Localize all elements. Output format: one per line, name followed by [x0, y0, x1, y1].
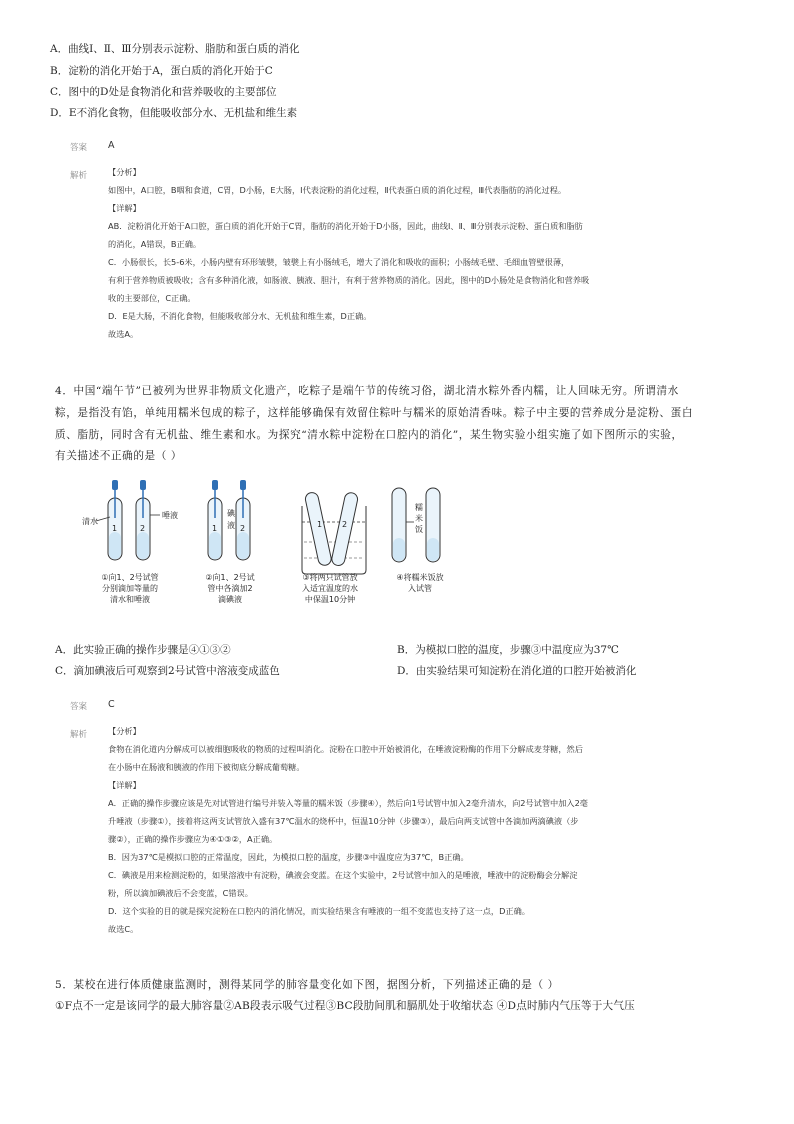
q5-stem-line: ①F点不一定是该同学的最大肺容量②AB段表示吸气过程③BC段肋间肌和膈肌处于收缩状态 ④D点时肺内气压等于大气压 — [55, 1000, 635, 1012]
q4-option-c: C．滴加碘液后可观察到2号试管中溶液变成蓝色 — [55, 665, 280, 677]
q4-exp-line: 【详解】 — [108, 780, 141, 790]
label-saliva: 唾液 — [162, 511, 178, 520]
q3-exp-line: 收的主要部位，C正确。 — [108, 293, 196, 303]
tube-number: 2 — [342, 520, 348, 529]
q4-exp-line: 食物在消化道内分解成可以被细胞吸收的物质的过程叫消化。淀粉在口腔中开始被消化，在唾液淀粉酶的作用下分解成麦芽糖，然后 — [108, 744, 583, 754]
q3-exp-line: AB．淀粉消化开始于A口腔，蛋白质的消化开始于C胃，脂肪的消化开始于D小肠，因此，曲线Ⅰ、Ⅱ、Ⅲ分别表示淀粉、蛋白质和脂肪 — [108, 221, 583, 231]
q3-exp-line: 的消化，A错误，B正确。 — [108, 239, 202, 249]
step3-caption: ③将两只试管放 入适宜温度的水 中保温10分钟 — [302, 573, 358, 604]
q3-exp-line: 如图中，A口腔，B咽和食道，C胃，D小肠，E大肠，Ⅰ代表淀粉的消化过程，Ⅱ代表蛋白质的消化过程，Ⅲ代表脂肪的消化过程。 — [108, 185, 567, 195]
step1-tubes — [96, 480, 160, 560]
q4-stem-line: 4．中国“端午节”已被列为世界非物质文化遗产，吃粽子是端午节的传统习俗，湖北清水粽外香内糯，让人回味无穷。所谓清水 — [55, 385, 679, 397]
q3-option-d: D．E不消化食物，但能吸收部分水、无机盐和维生素 — [50, 107, 298, 119]
q4-analysis-tag: 解析 — [70, 730, 88, 740]
step2-caption: ②向1、2号试 管中各滴加2 滴碘液 — [205, 573, 255, 604]
q4-exp-line: D．这个实验的目的就是探究淀粉在口腔内的消化情况，而实验结果含有唾液的一组不变蓝也支持了这一点，D正确。 — [108, 906, 530, 916]
q4-exp-line: 故选C。 — [108, 924, 139, 934]
q4-exp-line: 【分析】 — [108, 726, 141, 736]
q3-exp-line: C．小肠很长，长5-6米，小肠内壁有环形皱襞，皱襞上有小肠绒毛，增大了消化和吸收的面积；小肠绒毛壁、毛细血管壁很薄， — [108, 257, 570, 267]
q4-option-b: B．为模拟口腔的温度，步骤③中温度应为37℃ — [397, 644, 619, 656]
q3-exp-line: 【详解】 — [108, 203, 141, 213]
q3-option-a: A．曲线Ⅰ、Ⅱ、Ⅲ分别表示淀粉、脂肪和蛋白质的消化 — [50, 43, 300, 55]
q3-option-b: B．淀粉的消化开始于A，蛋白质的消化开始于C — [50, 65, 273, 77]
label-iodine-bottom: 液 — [227, 521, 235, 530]
q4-answer-tag: 答案 — [70, 702, 88, 712]
q3-exp-line: 【分析】 — [108, 167, 141, 177]
q3-option-c: C．图中的D处是食物消化和营养吸收的主要部位 — [50, 86, 277, 98]
q4-option-a: A．此实验正确的操作步骤是④①③② — [55, 644, 231, 656]
q4-exp-line: C．碘液是用来检测淀粉的，如果溶液中有淀粉，碘液会变蓝。在这个实验中，2号试管中加入的是唾液，唾液中的淀粉酶会分解淀 — [108, 870, 578, 880]
q4-exp-line: 升唾液（步骤①），接着将这两支试管放入盛有37℃温水的烧杯中，恒温10分钟（步骤③），最后向两支试管中各滴加两滴碘液（步 — [108, 816, 579, 826]
tube-number: 1 — [317, 520, 323, 529]
tube-number: 1 — [112, 524, 118, 533]
q5-stem-line: 5．某校在进行体质健康监测时，测得某同学的肺容量变化如下图，据图分析，下列描述正确的是（ ） — [55, 979, 559, 991]
q4-exp-line: 骤②），正确的操作步骤应为④①③②，A正确。 — [108, 834, 278, 844]
q4-exp-line: 粉，所以滴加碘液后不会变蓝，C错误。 — [108, 888, 253, 898]
tube-number: 2 — [240, 524, 246, 533]
q4-exp-line: B．因为37℃是模拟口腔的正常温度，因此，为模拟口腔的温度，步骤③中温度应为37℃，B正确。 — [108, 852, 469, 862]
q3-exp-line: 故选A。 — [108, 329, 139, 339]
q4-stem-line: 质、脂肪，同时含有无机盐、维生素和水。为探究“清水粽中淀粉在口腔内的消化”，某生物实验小组实施了如下图所示的实验， — [55, 429, 683, 441]
tube-number: 1 — [212, 524, 218, 533]
label-rice: 饭 — [415, 525, 423, 534]
tube-number: 2 — [140, 524, 146, 533]
q3-answer: A — [108, 140, 115, 151]
q4-stem-line: 粽，是指没有馅，单纯用糯米包成的粽子，这样能够确保有效留住粽叶与糯米的原始清香味。粽子中主要的营养成分是淀粉、蛋白 — [55, 407, 694, 419]
q3-exp-line: D．E是大肠，不消化食物，但能吸收部分水、无机盐和维生素，D正确。 — [108, 311, 372, 321]
q3-answer-tag: 答案 — [70, 143, 88, 153]
q3-exp-line: 有利于营养物质被吸收；含有多种消化液，如肠液、胰液、胆汁，有利于营养物质的消化。因此，图中的D小肠处是食物消化和营养吸 — [108, 275, 590, 285]
step4-caption: ④将糯米饭放 入试管 — [396, 573, 444, 593]
q4-option-d: D．由实验结果可知淀粉在消化道的口腔开始被消化 — [397, 665, 637, 677]
q4-answer: C — [108, 699, 115, 710]
step3-beaker — [302, 491, 366, 574]
label-iodine-top: 碘 — [227, 509, 235, 518]
experiment-figure — [80, 470, 480, 610]
q4-stem-line: 有关描述不正确的是（ ） — [55, 450, 183, 462]
label-clear-water: 清水 — [82, 517, 98, 526]
q4-exp-line: A．正确的操作步骤应该是先对试管进行编号并装入等量的糯米饭（步骤④），然后向1号试管中加入2毫升清水，向2号试管中加入2毫 — [108, 798, 588, 808]
q3-analysis-tag: 解析 — [70, 171, 88, 181]
label-rice: 糯 — [415, 503, 423, 512]
q4-exp-line: 在小肠中在肠液和胰液的作用下被彻底分解成葡萄糖。 — [108, 762, 305, 772]
step1-caption: ①向1、2号试管 分别滴加等量的 清水和唾液 — [101, 573, 159, 604]
label-rice: 米 — [415, 514, 423, 523]
